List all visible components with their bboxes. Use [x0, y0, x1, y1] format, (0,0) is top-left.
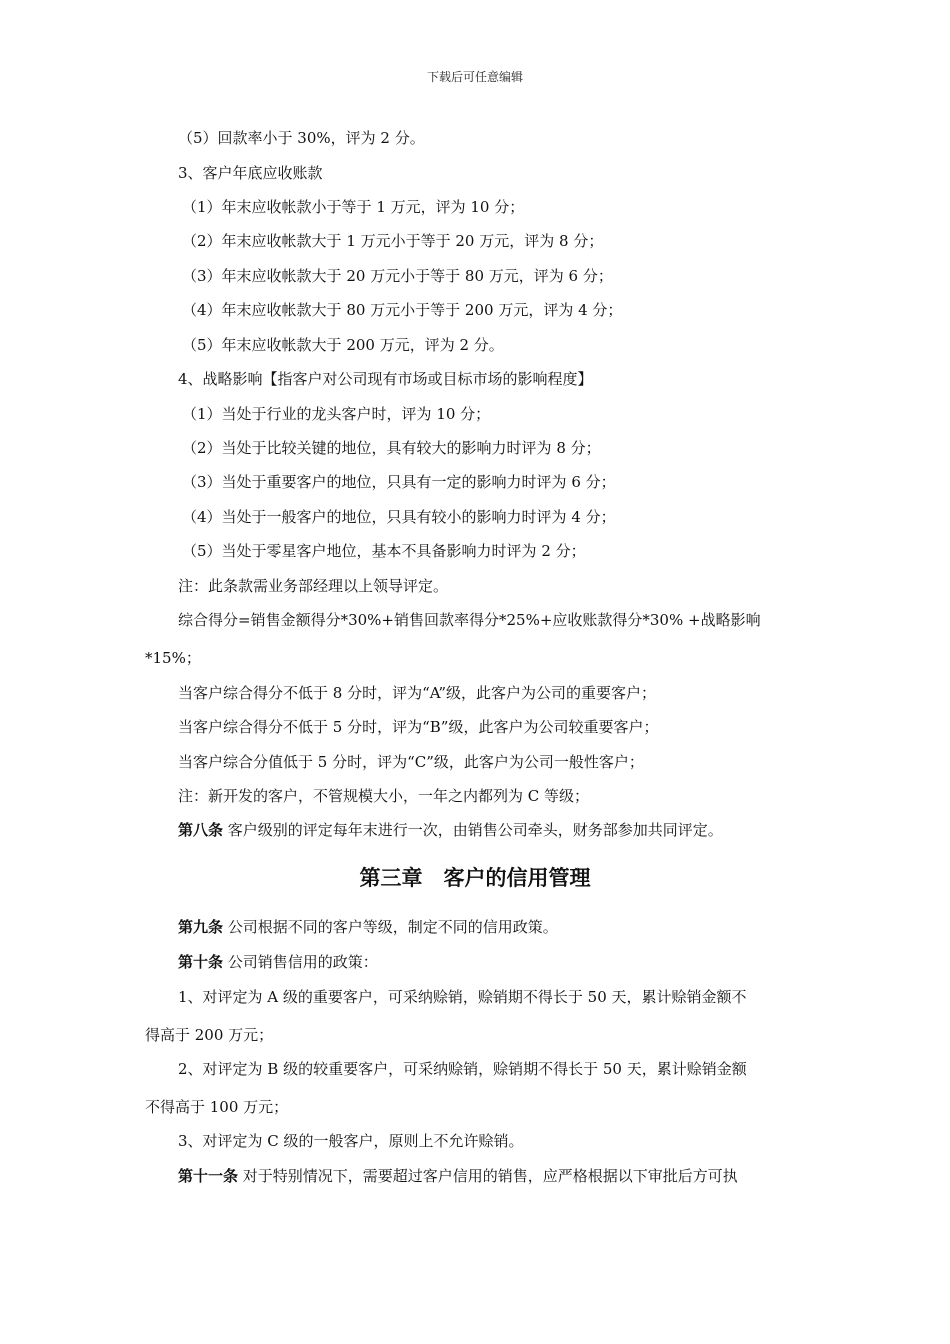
chapter-title: 第三章 客户的信用管理	[359, 865, 591, 890]
text-line: 4、战略影响【指客户对公司现有市场或目标市场的影响程度】	[178, 370, 593, 388]
article-text: 公司根据不同的客户等级，制定不同的信用政策。	[223, 918, 558, 936]
text-line: 当客户综合得分不低于 8 分时，评为“A”级，此客户为公司的重要客户；	[178, 684, 657, 702]
article-10	[178, 952, 378, 972]
text-line: （1）当处于行业的龙头客户时，评为 10 分；	[182, 405, 491, 423]
text-line: （5）回款率小于 30%，评为 2 分。	[178, 129, 425, 147]
formula-line-cont: *15%；	[145, 649, 201, 667]
article-text: 对于特别情况下，需要超过客户信用的销售，应严格根据以下审批后方可执	[238, 1167, 738, 1185]
text-line: （1）年末应收帐款小于等于 1 万元，评为 10 分；	[182, 198, 525, 216]
page-header: 下载后可任意编辑	[426, 70, 523, 84]
text-line: （4）年末应收帐款大于 80 万元小于等于 200 万元，评为 4 分；	[182, 301, 623, 319]
article-9	[178, 917, 558, 937]
text-line: （4）当处于一般客户的地位，只具有较小的影响力时评为 4 分；	[182, 508, 616, 526]
text-line: （5）当处于零星客户地位，基本不具备影响力时评为 2 分；	[182, 542, 586, 560]
formula-line: 综合得分=销售金额得分*30%+销售回款率得分*25%+应收账款得分*30% +战略影响	[178, 611, 761, 629]
text-line: （2）年末应收帐款大于 1 万元小于等于 20 万元，评为 8 分；	[182, 232, 604, 250]
article-text: 公司销售信用的政策：	[223, 953, 378, 971]
article-label: 第九条	[178, 918, 224, 936]
article-label: 第十一条	[178, 1167, 239, 1185]
text-line: 当客户综合得分不低于 5 分时，评为“B”级，此客户为公司较重要客户；	[178, 718, 659, 736]
text-line: 当客户综合分值低于 5 分时，评为“C”级，此客户为公司一般性客户；	[178, 753, 644, 771]
article-8	[178, 820, 723, 840]
policy-line-cont: 得高于 200 万元；	[145, 1026, 274, 1044]
policy-line-cont: 不得高于 100 万元；	[145, 1098, 289, 1116]
article-text: 客户级别的评定每年末进行一次，由销售公司牵头，财务部参加共同评定。	[223, 821, 723, 839]
policy-line: 1、对评定为 A 级的重要客户，可采纳赊销，赊销期不得长于 50 天，累计赊销金额不	[178, 988, 747, 1006]
text-line: （3）年末应收帐款大于 20 万元小于等于 80 万元，评为 6 分；	[182, 267, 613, 285]
text-line: （2）当处于比较关键的地位，具有较大的影响力时评为 8 分；	[182, 439, 601, 457]
note-line: 注：此条款需业务部经理以上领导评定。	[178, 577, 449, 595]
article-11	[178, 1166, 738, 1186]
text-line: （3）当处于重要客户的地位，只具有一定的影响力时评为 6 分；	[182, 473, 616, 491]
text-line: 3、客户年底应收账款	[178, 164, 323, 182]
note-line: 注：新开发的客户，不管规模大小，一年之内都列为 C 等级；	[178, 787, 590, 805]
article-label: 第八条	[178, 821, 224, 839]
article-label: 第十条	[178, 953, 224, 971]
policy-line: 3、对评定为 C 级的一般客户，原则上不允许赊销。	[178, 1132, 524, 1150]
policy-line: 2、对评定为 B 级的较重要客户，可采纳赊销，赊销期不得长于 50 天，累计赊销金额	[178, 1060, 747, 1078]
text-line: （5）年末应收帐款大于 200 万元，评为 2 分。	[182, 336, 504, 354]
